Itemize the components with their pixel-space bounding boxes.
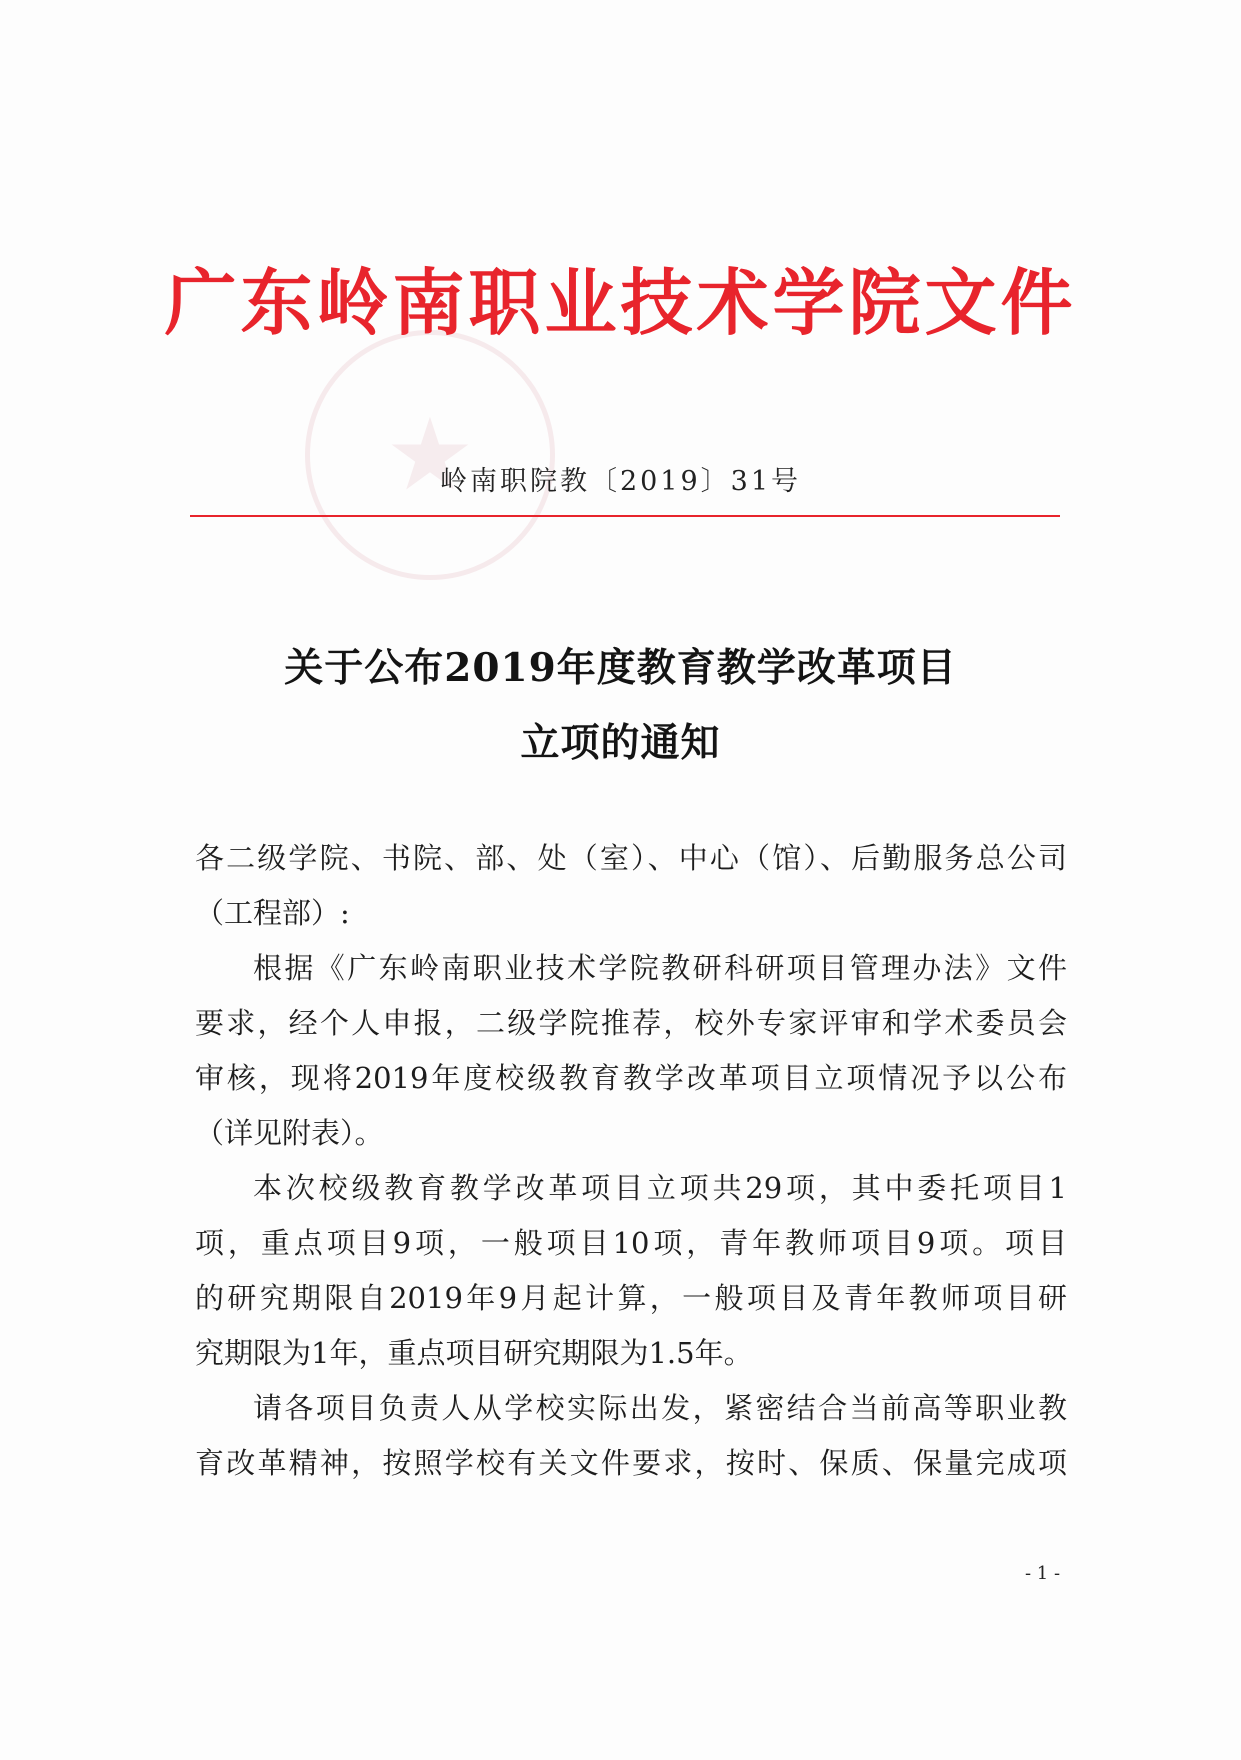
addressee-line-1: 各二级学院、书院、部、处（室）、中心（馆）、后勤服务总公司 <box>195 841 1067 875</box>
paragraph-1-line-3: 审核，现将2019年度校级教育教学改革项目立项情况予以公布 <box>195 1061 1067 1095</box>
document-title-line-1: 关于公布2019年度教育教学改革项目 <box>284 645 957 691</box>
letterhead-title: 广东岭南职业技术学院文件 <box>164 260 1077 345</box>
seal-star-icon: ★ <box>385 396 475 513</box>
document-title-line-2: 立项的通知 <box>520 720 721 766</box>
document-number: 岭南职院教〔2019〕31号 <box>439 466 802 497</box>
paragraph-1-line-1: 根据《广东岭南职业技术学院教研科研项目管理办法》文件 <box>253 951 1067 985</box>
paragraph-3-line-1: 请各项目负责人从学校实际出发，紧密结合当前高等职业教 <box>253 1391 1067 1425</box>
paragraph-2-line-1: 本次校级教育教学改革项目立项共29项，其中委托项目1 <box>253 1171 1067 1205</box>
paragraph-2-line-2: 项，重点项目9项，一般项目10项，青年教师项目9项。项目 <box>195 1226 1067 1260</box>
addressee-line-2: （工程部）: <box>195 896 350 930</box>
page-number: - 1 - <box>1025 1563 1061 1584</box>
paragraph-1-line-4: （详见附表）。 <box>195 1116 384 1150</box>
paragraph-2-line-3: 的研究期限自2019年9月起计算，一般项目及青年教师项目研 <box>195 1281 1067 1315</box>
paragraph-2-line-4: 究期限为1年，重点项目研究期限为1.5年。 <box>195 1336 753 1370</box>
letterhead-divider <box>190 515 1060 517</box>
paragraph-3-line-2: 育改革精神，按照学校有关文件要求，按时、保质、保量完成项 <box>195 1446 1067 1480</box>
paragraph-1-line-2: 要求，经个人申报，二级学院推荐，校外专家评审和学术委员会 <box>195 1006 1067 1040</box>
